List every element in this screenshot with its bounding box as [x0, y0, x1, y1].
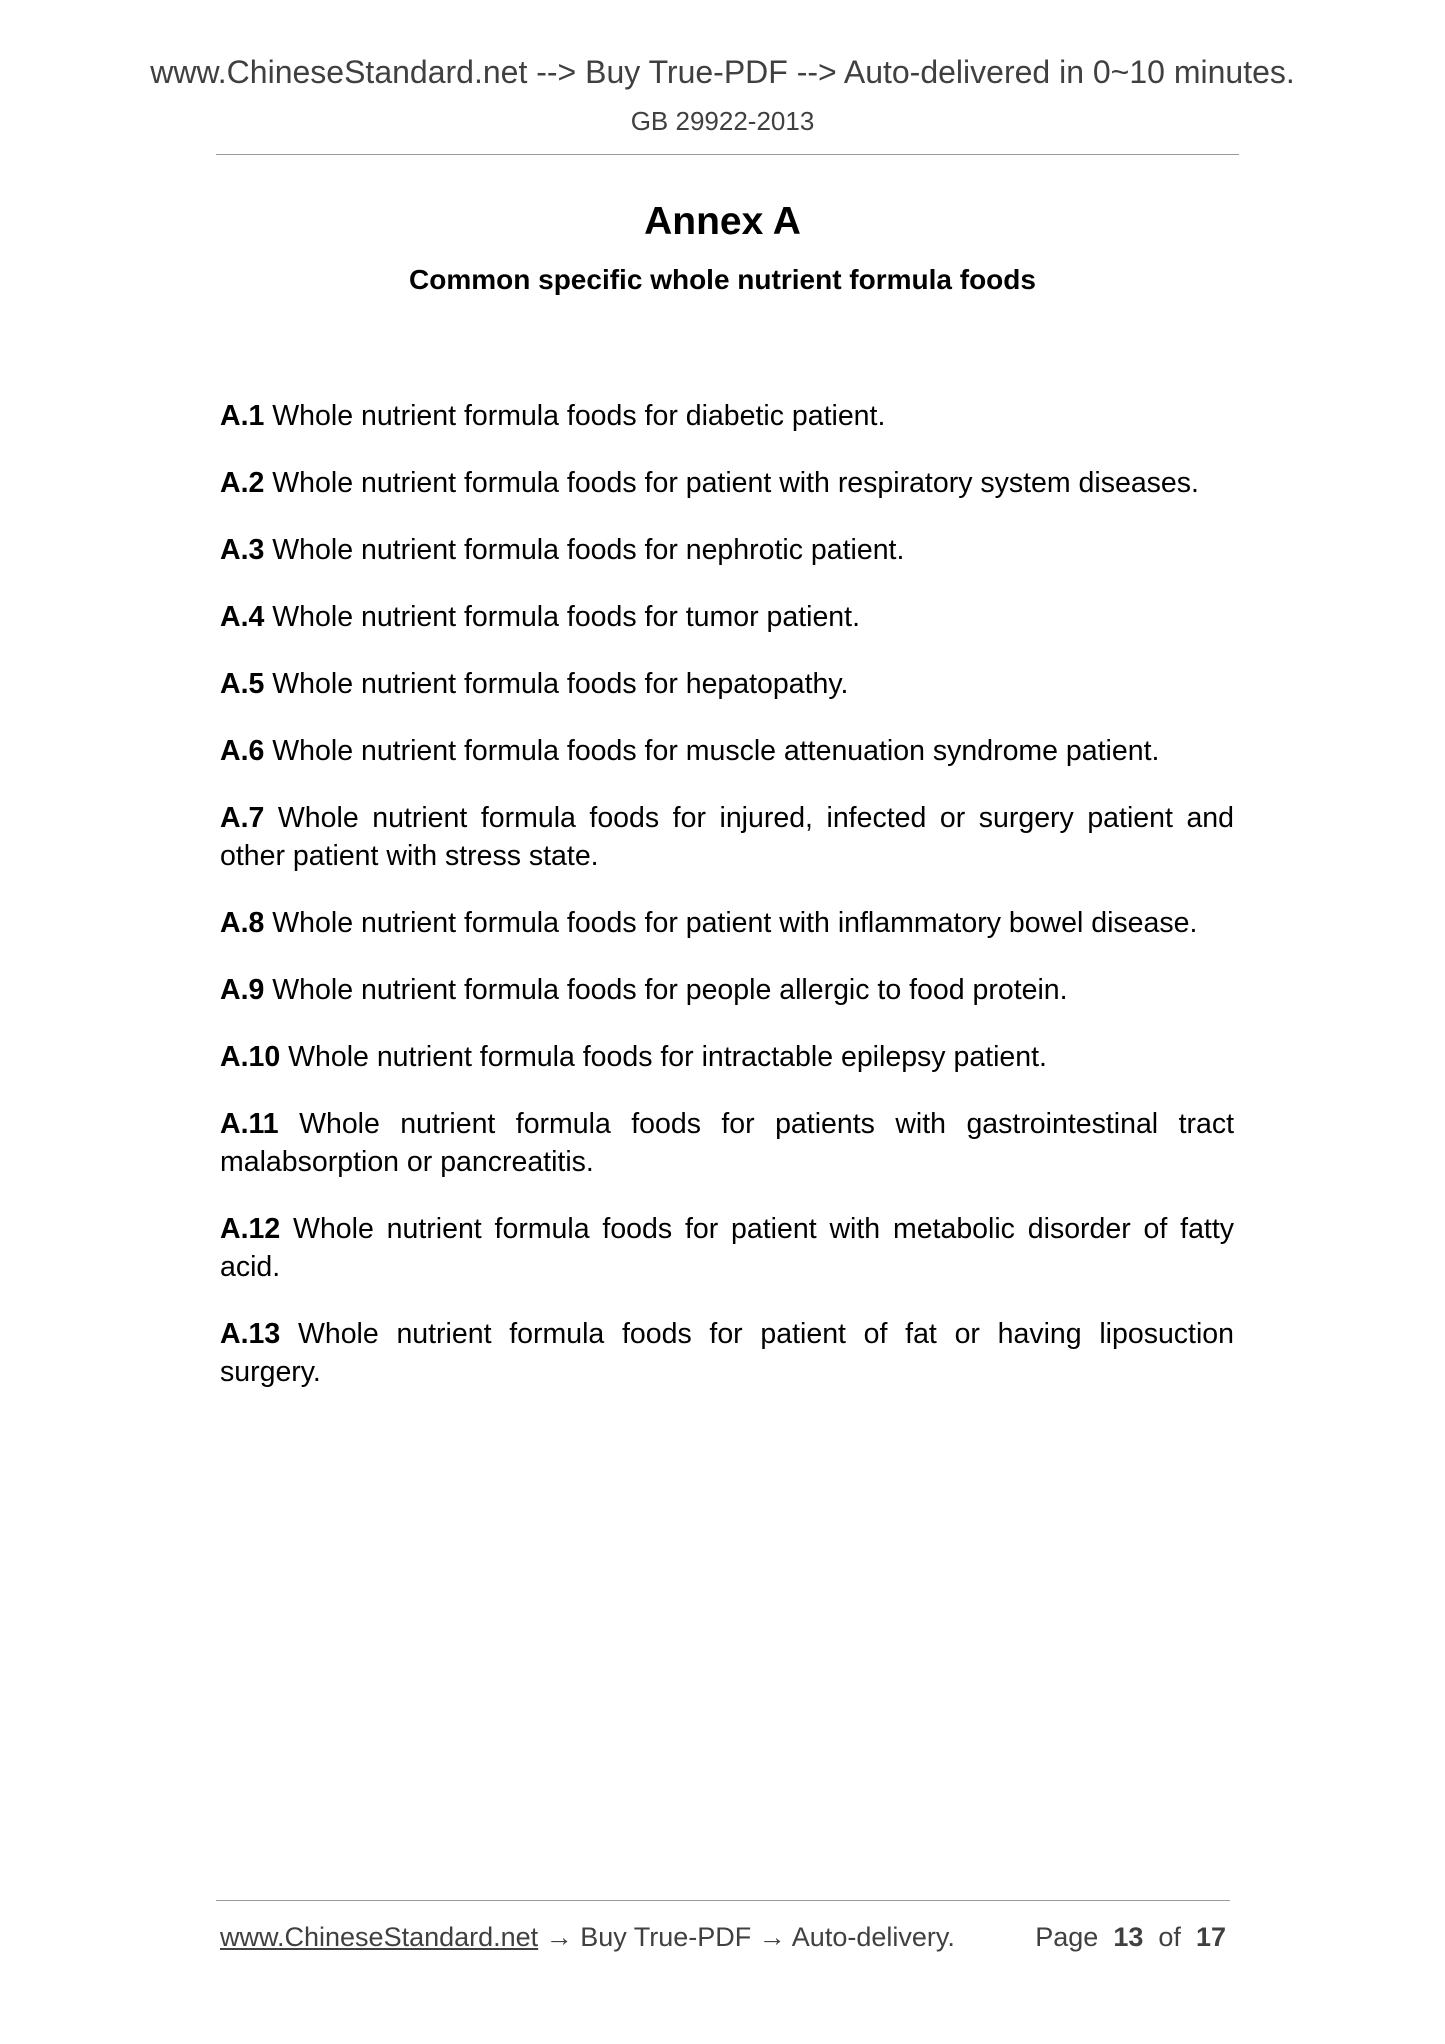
header-banner: www.ChineseStandard.net --> Buy True-PDF --> Auto-delivered in 0~10 minutes. [150, 54, 1295, 90]
item-text: Whole nutrient formula foods for tumor patient. [272, 601, 860, 633]
annex-title: Annex A [644, 200, 801, 243]
header-divider [216, 154, 1239, 155]
item-text: Whole nutrient formula foods for people allergic to food protein. [272, 974, 1068, 1006]
arrow-right-icon: → [545, 1922, 573, 1952]
footer-site-link[interactable]: www.ChineseStandard.net [220, 1922, 539, 1952]
annex-item [220, 464, 1234, 502]
item-text: Whole nutrient formula foods for diabetic patient. [272, 400, 886, 432]
item-text: Whole nutrient formula foods for injured, infected or surgery patient and other patient with stress state. [220, 802, 1234, 872]
item-text: Whole nutrient formula foods for patients with gastrointestinal tract malabsorption or pancreatitis. [220, 1108, 1234, 1178]
page-total: 17 [1195, 1922, 1226, 1952]
item-number: A.2 [220, 467, 265, 499]
page-number [1035, 1924, 1226, 1951]
annex-item [220, 904, 1234, 942]
annex-item [220, 971, 1234, 1009]
footer-delivery-text: Auto-delivery. [791, 1922, 955, 1952]
item-number: A.8 [220, 907, 265, 939]
annex-item [220, 665, 1234, 703]
item-number: A.9 [220, 974, 265, 1006]
item-text: Whole nutrient formula foods for patient of fat or having liposuction surgery. [220, 1318, 1234, 1388]
item-text: Whole nutrient formula foods for muscle attenuation syndrome patient. [272, 735, 1160, 767]
footer-divider [216, 1900, 1230, 1901]
annex-item-list [220, 397, 1234, 1420]
annex-item [220, 1105, 1234, 1181]
footer-buy-text: Buy True-PDF [580, 1922, 752, 1952]
item-number: A.6 [220, 735, 265, 767]
item-number: A.12 [220, 1213, 281, 1245]
page-current: 13 [1113, 1922, 1144, 1952]
item-number: A.11 [220, 1108, 279, 1140]
annex-subtitle: Common specific whole nutrient formula foods [409, 264, 1036, 295]
item-text: Whole nutrient formula foods for patient with respiratory system diseases. [272, 467, 1199, 499]
annex-item [220, 732, 1234, 770]
annex-item [220, 1038, 1234, 1076]
annex-item [220, 531, 1234, 569]
item-number: A.1 [220, 400, 265, 432]
annex-item [220, 598, 1234, 636]
item-text: Whole nutrient formula foods for intractable epilepsy patient. [288, 1041, 1047, 1073]
item-number: A.4 [220, 601, 265, 633]
item-number: A.3 [220, 534, 265, 566]
arrow-right-icon: → [758, 1922, 786, 1952]
item-number: A.7 [220, 802, 265, 834]
item-text: Whole nutrient formula foods for hepatopathy. [272, 668, 849, 700]
annex-item [220, 1315, 1234, 1391]
item-text: Whole nutrient formula foods for patient with metabolic disorder of fatty acid. [220, 1213, 1235, 1283]
annex-item [220, 799, 1234, 875]
page-label: Page [1035, 1922, 1099, 1952]
annex-item [220, 1210, 1234, 1286]
annex-item [220, 397, 1234, 435]
item-number: A.5 [220, 668, 265, 700]
item-number: A.10 [220, 1041, 281, 1073]
item-text: Whole nutrient formula foods for nephrotic patient. [272, 534, 905, 566]
standard-code: GB 29922-2013 [630, 106, 815, 136]
item-text: Whole nutrient formula foods for patient with inflammatory bowel disease. [272, 907, 1198, 939]
footer-promo [220, 1924, 955, 1951]
page-of-label: of [1158, 1922, 1181, 1952]
item-number: A.13 [220, 1318, 281, 1350]
